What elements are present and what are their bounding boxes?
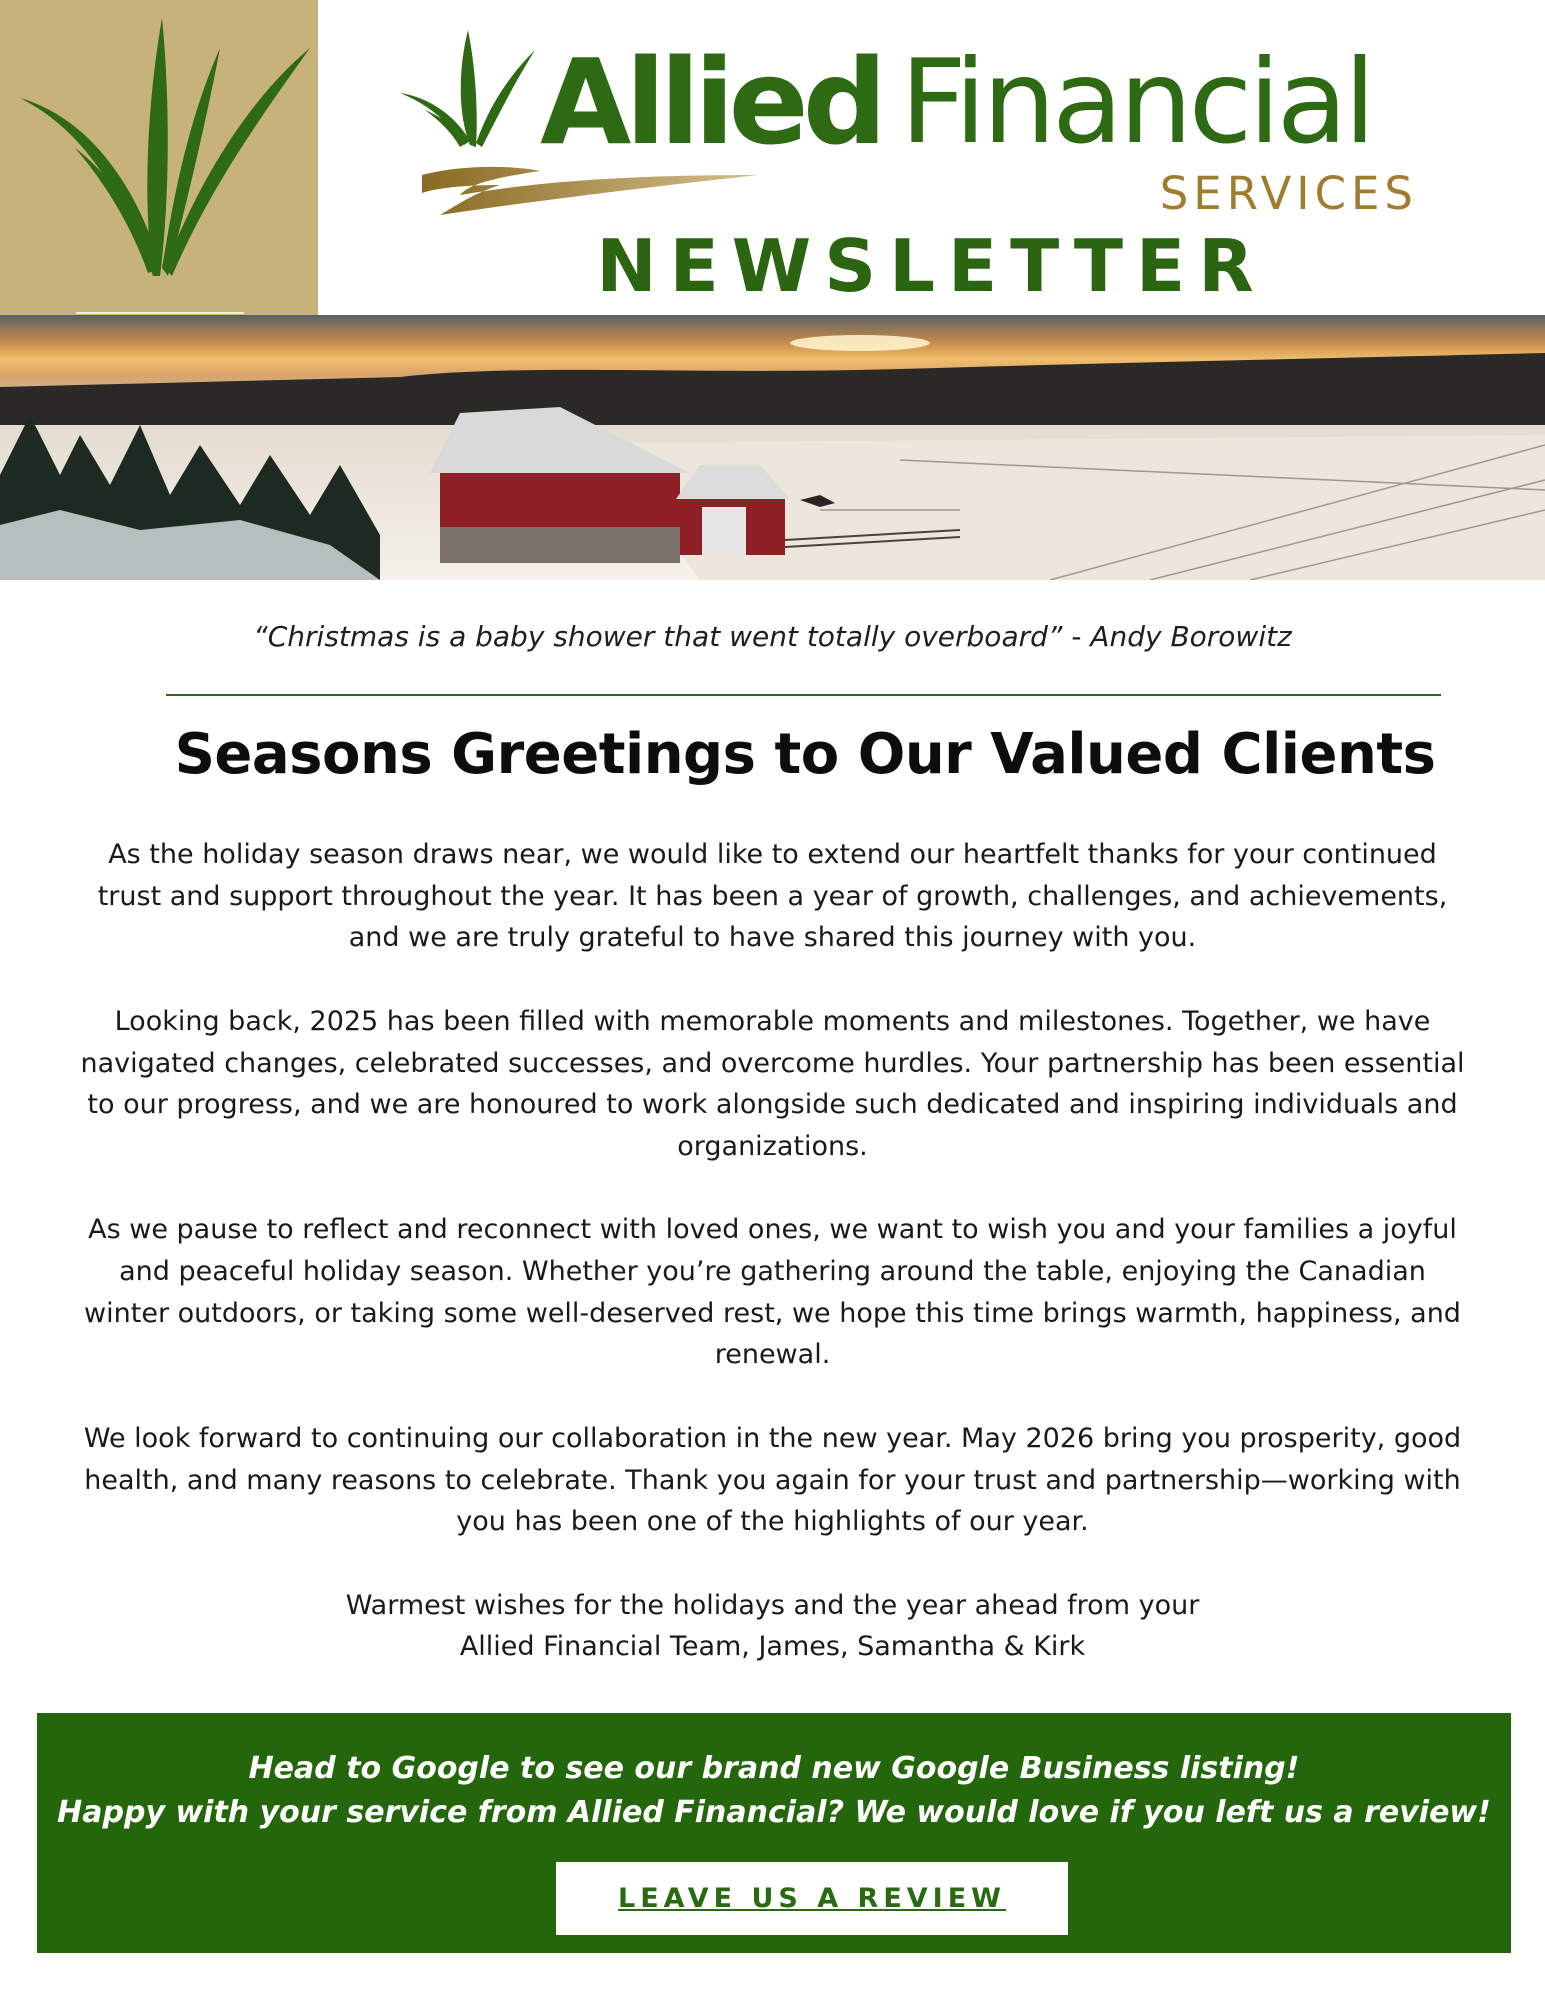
featured-quote: “Christmas is a baby shower that went totally overboard” - Andy Borowitz [253,620,1292,653]
article-paragraph: We look forward to continuing our collaboration in the new year. May 2026 bring you prosperity, good health, and many reasons to celebrate. Thank you again for your trust and partnership—working with you has been one of the highlights of our year. [83,1422,1462,1538]
newsletter-title: NEWSLETTER [596,224,1267,308]
signoff [80,1585,1465,1668]
brand-name-allied: Allied [540,33,882,171]
callout-line-google: Head to Google to see our brand new Google Business listing! [248,1751,1300,1786]
signoff-line-2: Allied Financial Team, James, Samantha & Kirk [459,1631,1086,1663]
article-paragraph: As the holiday season draws near, we would like to extend our heartfelt thanks for your continued trust and support throughout the year. It has been a year of growth, challenges, and achievements, and we are truly grateful to have shared this journey with you. [97,839,1448,954]
section-divider [166,694,1441,696]
callout-line-review: Happy with your service from Allied Financial? We would love if you left us a review! [57,1795,1491,1830]
grass-emblem-icon [20,18,310,283]
signoff-line-1: Warmest wishes for the holidays and the year ahead from your [345,1589,1200,1621]
article-headline: Seasons Greetings to Our Valued Clients [174,722,1436,787]
article-paragraph: As we pause to reflect and reconnect with loved ones, we want to wish you and your families a joyful and peaceful holiday season. Whether you’re gathering around the table, enjoying the Canadian winter outdoors, or taking some well-deserved rest, we hope this time brings warmth, happiness, and renewal. [84,1214,1461,1371]
leave-review-button[interactable]: LEAVE US A REVIEW [556,1862,1068,1935]
brand-name-financial: Financial [900,35,1372,170]
date-divider [76,312,244,314]
review-callout [37,1713,1511,1953]
article-paragraph: Looking back, 2025 has been filled with memorable moments and milestones. Together, we have navigated changes, celebrated successes, and overcome hurdles. Your partnership has been essential to our progress, and we are honoured to work alongside such dedicated and inspiring individuals and organizations. [80,1005,1465,1162]
brand-name-services: SERVICES [1159,167,1418,220]
article-body [80,834,1465,1668]
winter-barn-banner-image [0,315,1545,580]
brand-logo [400,25,1430,230]
